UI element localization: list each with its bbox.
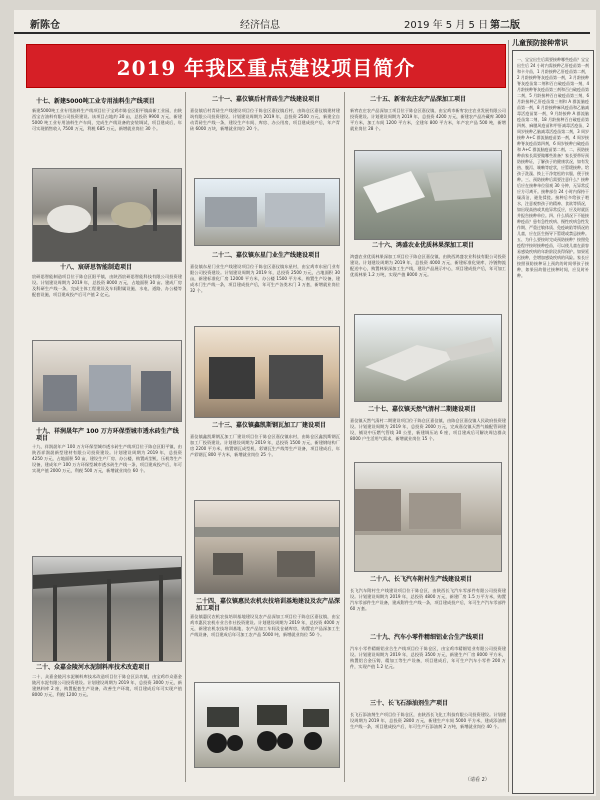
factory-illustration — [33, 169, 181, 261]
article-body-22: 嘉仪镇东星门业生产线建设项目位于陈仓区嘉仪镇东星村，由宝鸡市东星门业有限公司投资建设。计划建设周期为 2019 年，总投资 2500 万元，占地面积 30 亩，新建标准化厂房 12000 平方米，办公楼 1500 平方米，购置生产设备，建成木门生产线一条，项目建成投产后，年可生产各类木门 3 万套，新增就业岗位 32 个。 — [190, 264, 340, 293]
article-title-25: 二十五、新宥农庄农产品深加工项目 — [370, 96, 467, 103]
machines-illustration — [33, 341, 181, 421]
article-title-26: 二十六、鸿盛农业优质林果深加工项目 — [372, 242, 475, 249]
article-body-18: 宸研思智能制造项目位于陈仓区阳平镇，由陕西宸研思智能科技有限公司投资建设。计划建设周期为 2019 年，总投资 8000 万元，占地面积 30 亩。建成厂房及科研生产线一条，完成主体工程建设及车间附属设施、水电、道路、办公楼等配套设施，项目建成投产后可产值 2 亿元。 — [32, 274, 182, 297]
article-body-30: 长飞石添油剂生产项目位于陈仓区，由陕西长飞化工科技有限公司投资建设。计划建设周期为 2019 年，总投资 2800 万元，新建生产车间 5000 平方米，建成添油剂生产线一条，项目建成投产后，年可生产石添油剂 2 万吨，新增就业岗位 40 个。 — [350, 712, 506, 729]
aerial-illustration — [355, 151, 501, 239]
article-body-20: 二十、众嘉金陵河水泥制料库技术改造项目位于陈仓区县功镇，由宝鸡市众嘉金陵河水泥有限公司投资建设。计划建设周期为 2019 年，总投资 3000 万元，新建熟料库 2 座，购置配套生产设备，改善生产环境，项目建成后年可实现产值 8000 万元，利税 1200 万元。 — [32, 674, 182, 697]
sidebar-title: 儿童预防接种常识 — [512, 39, 568, 47]
masthead-date: 2019 年 5 月 5 日 — [404, 20, 489, 31]
continuation-note: （请看 2） — [465, 777, 490, 783]
village-street-illustration — [355, 463, 501, 571]
masthead-section: 新陈仓 — [30, 20, 60, 31]
article-body-25: 新宥农庄农产品深加工项目位于陈仓区嘉仪镇，由宝鸡市新宥农庄农业发展有限公司投资建设。计划建设周期为 2019 年，总投资 4200 万元，新建农产品冷藏库 3000 平方米，加工车间 1200 平方米，全建年 800 平方米，年产农产品 500 吨，新增就业岗位 28 个。 — [350, 108, 506, 131]
article-body-24: 嘉仪镇惠民农机农技培训基地建设及农产品深加工项目位于陈仓区嘉仪镇，由宝鸡市惠民农机专业合作社投资建设。计划建设周期为 2019 年，总投资 4000 万元，新建农机农技培训基地、农产品加工车间及仓储库房，购置农产品深加工生产线设备，项目建成后年可加工农产品 5000 吨，新增就业岗位 50 个。 — [190, 614, 340, 637]
masthead-edition: 第二版 — [490, 20, 520, 31]
warehouse-illustration — [33, 557, 181, 661]
article-title-30: 三十、长飞石添油剂生产项目 — [370, 700, 449, 707]
article-title-22: 二十二、嘉仪镇东星门业生产线建设项目 — [212, 252, 321, 259]
article-title-20: 二十、众嘉金陵河水泥制料库技术改造项目 — [36, 664, 151, 671]
article-body-28: 长飞汽车附村生产线建设项目位于陈仓区，由陕西长飞汽车零部件有限公司投资建设。计划建设周期为 2019 年，总投资 4800 万元，新建厂房 1.5 万平方米，购置汽车零部件生产设备，建成附件生产线一条，项目建成投产后，年可生产汽车零部件 60 万套。 — [350, 588, 506, 611]
plant-illustration — [195, 179, 339, 245]
banner-title: 2019 年我区重点建设项目简介 — [26, 44, 506, 88]
article-body-21: 嘉仪镇后村青砖生产线建设项目位于陈仓区嘉仪镇后村，由陈仓区嘉仪镇建材建筑有限公司投资建设。计划建设周期为 2019 年，总投资 2500 万元，新建全自动青砖生产线一条，建设生产车间、库房、办公用房，项目建成投产后，年产青砖 6000 万块，新增就业岗位 20 个。 — [190, 108, 340, 131]
village-street-photo-27 — [354, 462, 502, 572]
article-title-17: 十七、新建5000吨工业专用油料生产线项目 — [36, 98, 155, 105]
article-title-29: 二十九、汽车小零件精细铝业合生产线项目 — [370, 634, 485, 641]
article-body-19: 十九、祥润晟年产 100 万方环保型城市透水砖生产线项目位于陈仓区阳平镇，由陕西祥润晟新型建材有限公司投资建设。计划建设周期为 2019 年，总投资 4250 万元，占地面积 50 亩，建设生产厂房、办公楼，购置成型机、压机等生产设备，建成年产 100 万方环保型城市透水砖生产线一条，项目建成投产后，年可实现产值 2000 万元，利税 500 万元，新增就业岗位 60 个。 — [32, 444, 182, 473]
article-body-27: 嘉仪镇天然气清村二期建设项目位于陈仓区嘉仪镇，由陈仓区嘉仪镇人民政府投资建设。计划建设周期为 2019 年，总投资 2000 万元，完成嘉仪镇天然气输配管网建设，铺设中压燃气管线 30 公里，新建调压站 6 座，项目建成后可解决周边群众 8000 户生活用气需求，新增就业岗位 15 个。 — [350, 418, 506, 441]
steel-workshop-illustration — [195, 501, 339, 593]
column-divider — [185, 92, 186, 782]
tractors-photo-24 — [194, 682, 340, 768]
article-title-19: 十九、祥润晟年产 100 万方环保型城市透水砖生产线项目 — [36, 428, 179, 442]
door-machines-illustration — [195, 327, 339, 417]
sidebar-body: 一、宝宝出生后需要接种哪些疫苗？宝宝出生后 24 小时内需接种乙肝疫苗第一剂和卡介苗，1 月龄接种乙肝疫苗第二剂，2 月龄接种脊灰疫苗第一剂，3 月龄接种脊灰疫苗第二剂和百白破疫苗第一剂，4 月龄接种脊灰疫苗第三剂和百白破疫苗第二剂，5 月龄接种百白破疫苗第三剂，6 月龄接种乙肝疫苗第三剂和 A 群流脑疫苗第一剂，8 月龄接种麻风疫苗和乙脑减毒活疫苗第一剂，9 月龄接种 A 群流脑疫苗第二剂，18 月龄接种百白破疫苗第四剂、麻腮风疫苗和甲肝减毒活疫苗，2 周岁接种乙脑减毒活疫苗第二剂，3 周岁接种 A+C 群流脑疫苗第一剂，4 周岁接种脊灰疫苗第四剂，6 周岁接种白破疫苗和 A+C 群流脑疫苗第二剂。二、预防接种前家长需要做哪些准备？家长要带好预防接种证，了解孩子的健康状况，如有发热、腹泻、咳嗽等症状，应暂缓接种。给孩子洗澡、换上干净宽松的衣服，便于接种。三、预防接种后需要注意什么？接种后应在接种单位留观 30 分钟，无异常反应方可离开。接种部位 24 小时内保持干燥清洁，避免揉搓。接种后多给孩子喂水，注意观察孩子的精神、食欲等情况，如出现高热或其他异常反应，应及时就医并报告接种单位。四、什么情况下不能接种疫苗？患有急性疾病、慢性疾病急性发作期、严重过敏体质、免疫缺陷等情况的儿童，应在医生指导下暂缓或禁忌接种。五、为什么要按时完成预防接种？按照免疫程序按时接种疫苗，可以使儿童在最容易感染疾病的年龄阶段获得保护。如果延迟接种，会增加感染疾病的风险。家长应按照预防接种证上预约的时间带孩子接种，如果因故错过接种时间，应及时补种。 — [517, 57, 589, 278]
orchard-facility-photo-26 — [354, 314, 502, 402]
steel-workshop-photo-23 — [194, 500, 340, 594]
article-title-23: 二十三、嘉仪镇鑫凯斯钢瓦加工厂建设项目 — [212, 422, 327, 429]
door-factory-photo-22 — [194, 326, 340, 418]
sidebar — [512, 38, 592, 792]
article-body-23: 嘉仪镇鑫凯斯钢瓦加工厂建设项目位于陈仓区嘉仪镇东村，由陈仓区鑫凯斯钢瓦加工厂投资建设。计划建设周期为 2019 年，总投资 1500 万元，新建钢结构厂房 2200 平方米，购置钢瓦成型机、彩钢瓦生产线等生产设备，项目建成后，年产彩钢瓦 800 平方米，新增就业岗位 25 个。 — [190, 434, 340, 457]
aerial-photo-25 — [354, 150, 502, 240]
article-title-24: 二十四、嘉仪镇惠民农机农技培训基地建设及农产品深加工项目 — [196, 598, 341, 612]
factory-photo-17 — [32, 168, 182, 262]
column-divider — [508, 40, 509, 792]
warehouse-photo-19 — [32, 556, 182, 662]
masthead-category: 经济信息 — [240, 20, 280, 31]
masthead — [14, 10, 590, 34]
sidebar-box — [512, 50, 594, 794]
article-title-18: 十八、宸研思智能制造项目 — [60, 264, 133, 271]
article-title-27: 二十七、嘉仪镇天然气清村二期建设项目 — [368, 406, 477, 413]
article-title-21: 二十一、嘉仪镇后村青砖生产线建设项目 — [212, 96, 321, 103]
orchard-facility-illustration — [355, 315, 501, 401]
plant-photo-21 — [194, 178, 340, 246]
article-body-17: 新建5000吨工业专用油料生产线项目位于宝鸡市陈仓区阳平镇高新工业园，由陕西宝吉油料有限公司投资建设。该项目占地约 30 亩，总投资 9900 万元，新建 5000 吨工业专用油料生产车间，完成生产线设备的安装调试，项目建成后，年可实现销售收入 7500 万元，利税 685 万元，新增就业岗位 30 个。 — [32, 108, 182, 131]
article-body-26: 鸿盛农业优质林果深加工项目位于陈仓区嘉仪镇，由陕西鸿盛农业科技有限公司投资建设。计划建设周期为 2019 年，总投资 4000 万元，新建标准化果库、冷链物流配送中心，购置林果深加工生产线，建设产品展示中心，项目建成投产后，年可加工优质林果 1.2 万吨，实现产值 8000 万元。 — [350, 254, 506, 277]
column-divider — [344, 92, 345, 782]
article-title-28: 二十八、长飞汽车附村生产线建设项目 — [370, 576, 473, 583]
tractors-illustration — [195, 683, 339, 767]
workshop-photo-18 — [32, 340, 182, 422]
article-body-29: 汽车小零件精细铝业合生产线项目位于陈仓区，由宝鸡市精细铝业有限公司投资建设。计划建设周期为 2019 年，总投资 3500 万元，新建生产厂房 8000 平方米，购置铝合金压铸、精加工等生产设备，项目建成后，年可生产汽车小零件 200 万件，实现产值 1.2 亿元。 — [350, 646, 506, 669]
